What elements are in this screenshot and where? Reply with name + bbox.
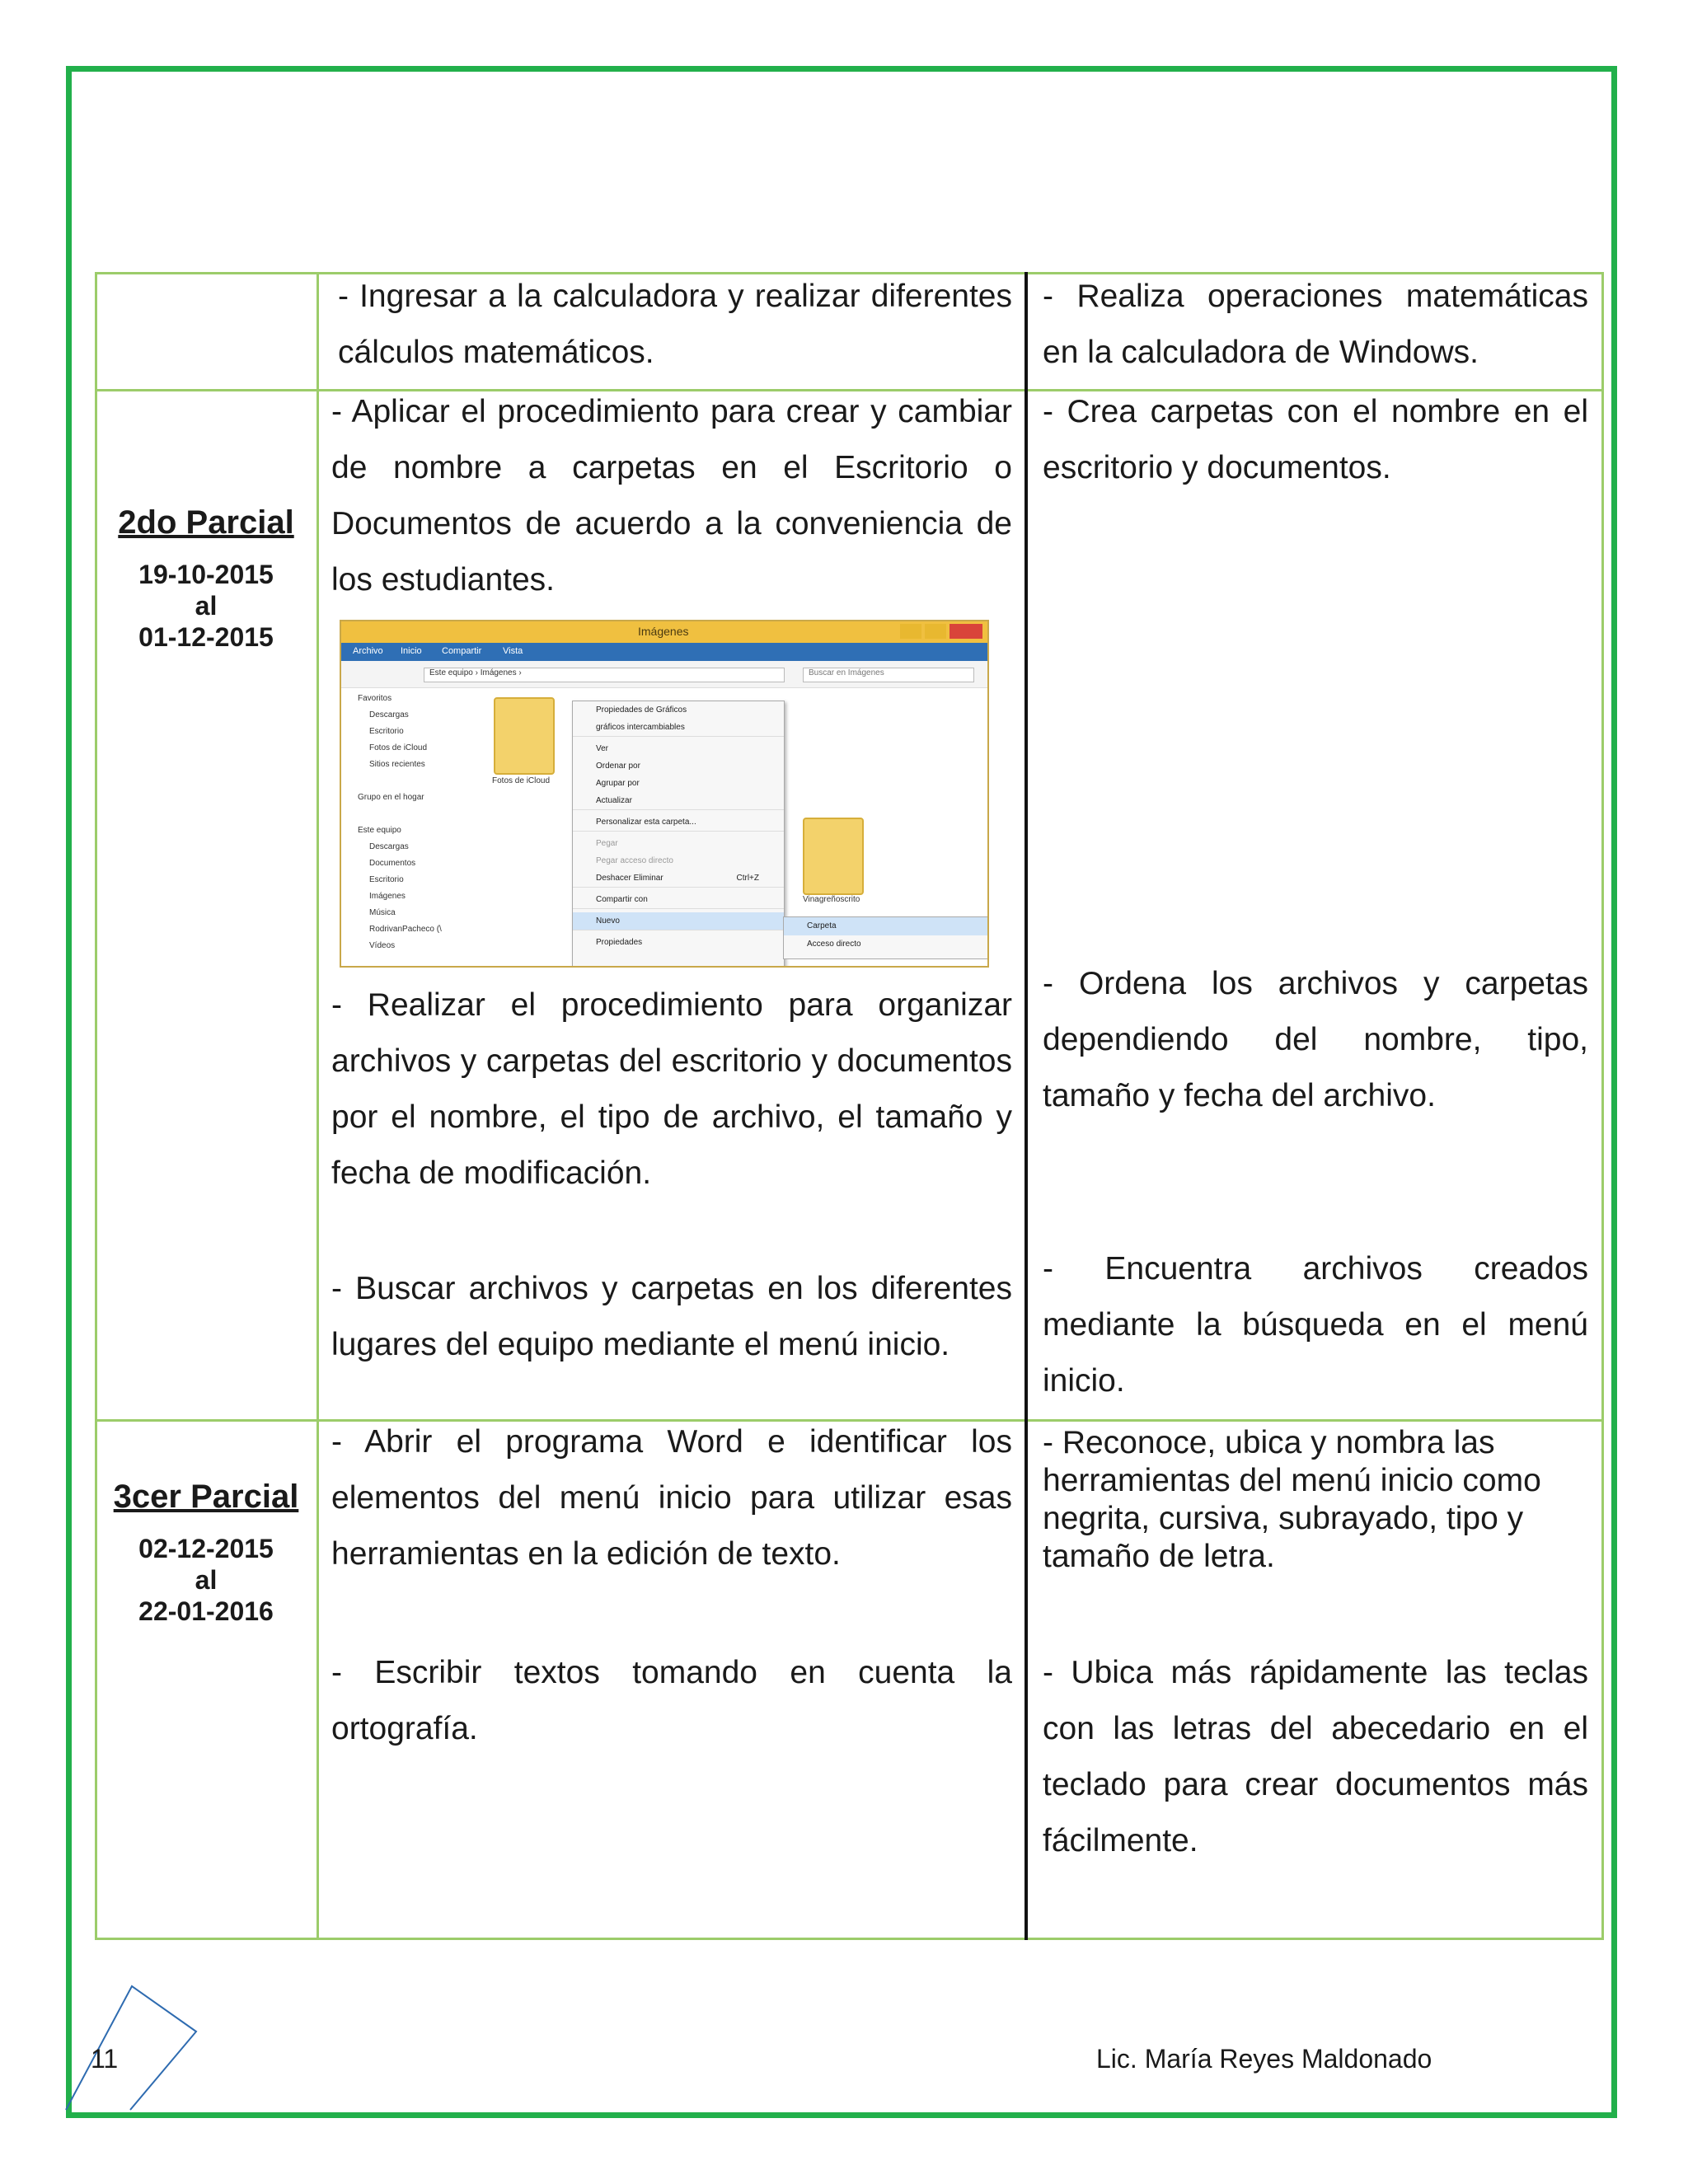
ribbon-tab: Inicio: [401, 646, 422, 656]
explorer-screenshot: [340, 620, 989, 968]
submenu-item: Acceso directo: [807, 940, 861, 949]
nav-item: Descargas: [369, 710, 409, 719]
parcial-2-al: al: [195, 591, 218, 621]
context-submenu: [783, 916, 989, 959]
parcial-2-start: 19-10-2015: [138, 560, 274, 589]
row2-logro-2: - Ordena los archivos y carpetas dependiendo del nombre, tipo, tamaño y fecha del archivo.: [1043, 966, 1588, 1113]
nav-item: Escritorio: [369, 875, 404, 884]
table-border-bottom: [95, 1938, 1603, 1940]
row2-actividad-3: - Buscar archivos y carpetas en los diferentes lugares del equipo mediante el menú inicio.: [331, 1271, 1012, 1362]
context-menu-item: [573, 869, 784, 887]
context-menu-item: Actualizar: [596, 796, 632, 805]
row2-logro-1: - Crea carpetas con el nombre en el escritorio y documentos.: [1043, 394, 1588, 485]
screenshot-ribbon: [341, 643, 987, 661]
folder-label: Vinagreñoscrito: [803, 895, 860, 904]
close-icon: [950, 624, 982, 639]
window-buttons: [900, 624, 982, 639]
footer-diamond-decoration: [58, 1978, 206, 2126]
parcial-3-block: [97, 1475, 315, 1627]
parcial-3-end: 22-01-2016: [138, 1596, 274, 1626]
context-menu-item: Nuevo: [573, 912, 784, 930]
nav-item: Grupo en el hogar: [358, 793, 424, 802]
row1-actividad: - Ingresar a la calculadora y realizar diferentes cálculos matemáticos.: [338, 279, 1012, 370]
parcial-2-block: [97, 501, 315, 653]
context-menu-item: Propiedades: [596, 938, 643, 947]
parcial-3-al: al: [195, 1565, 218, 1595]
context-menu-item-label: Deshacer Eliminar: [596, 874, 663, 883]
nav-item: Fotos de iCloud: [369, 743, 428, 752]
parcial-2-end: 01-12-2015: [138, 622, 274, 652]
submenu-item: Carpeta: [784, 917, 988, 935]
nav-item: Imágenes: [369, 892, 406, 901]
footer-author: Lic. María Reyes Maldonado: [1096, 2044, 1432, 2074]
parcial-2-title: 2do Parcial: [118, 504, 294, 541]
screenshot-search: Buscar en Imágenes: [803, 668, 974, 682]
nav-item: Sitios recientes: [369, 760, 425, 769]
row3-actividad-2: - Escribir textos tomando en cuenta la ortografía.: [331, 1655, 1012, 1746]
table-border-right: [1601, 272, 1604, 1940]
nav-item: Escritorio: [369, 727, 404, 736]
row3-actividad-1: - Abrir el programa Word e identificar los elementos del menú inicio para utilizar esas herramientas en la edición de texto.: [331, 1424, 1012, 1572]
ribbon-tab: Compartir: [442, 646, 482, 656]
nav-item: Descargas: [369, 842, 409, 851]
minimize-icon: [900, 624, 921, 639]
nav-item: Favoritos: [358, 694, 392, 703]
row2-actividad-1: - Aplicar el procedimiento para crear y cambiar de nombre a carpetas en el Escritorio o Documentos de acuerdo a la conveniencia de los estudiantes.: [331, 394, 1012, 598]
nav-item: Música: [369, 908, 396, 917]
row1-logro: - Realiza operaciones matemáticas en la calculadora de Windows.: [1043, 279, 1588, 370]
page-number: 11: [91, 2044, 119, 2074]
row3-logro-2: - Ubica más rápidamente las teclas con las letras del abecedario en el teclado para crear documentos más fácilmente.: [1043, 1655, 1588, 1858]
context-menu: [572, 701, 785, 968]
row2-logro-3: - Encuentra archivos creados mediante la búsqueda en el menú inicio.: [1043, 1251, 1588, 1399]
parcial-3-title: 3cer Parcial: [113, 1479, 299, 1515]
context-menu-item: gráficos intercambiables: [596, 723, 685, 732]
nav-item: [358, 806, 490, 823]
nav-item: RodrivanPacheco (\: [369, 925, 442, 934]
context-menu-item: Compartir con: [596, 895, 648, 904]
maximize-icon: [925, 624, 946, 639]
folder-icon: [803, 818, 864, 895]
nav-item: Documentos: [369, 859, 416, 868]
row2-actividad-2: - Realizar el procedimiento para organizar archivos y carpetas del escritorio y documentos por el nombre, el tipo de archivo, el tamaño y fecha de modificación.: [331, 987, 1012, 1191]
context-menu-item: Agrupar por: [596, 779, 640, 788]
context-menu-item: Pegar acceso directo: [596, 856, 673, 865]
menu-shortcut: Ctrl+Z: [736, 874, 759, 883]
parcial-3-start: 02-12-2015: [138, 1534, 274, 1563]
nav-item: Vídeos: [369, 941, 396, 950]
ribbon-tab: Vista: [503, 646, 523, 656]
nav-item: [358, 773, 490, 790]
screenshot-path: Este equipo › Imágenes ›: [424, 668, 785, 682]
screenshot-titlebar: [341, 621, 987, 643]
table-border-col2: [1025, 272, 1028, 1940]
folder-label: Fotos de iCloud: [492, 776, 551, 785]
nav-item: Este equipo: [358, 826, 401, 835]
screenshot-title: Imágenes: [638, 625, 689, 638]
context-menu-item: Personalizar esta carpeta...: [596, 818, 696, 827]
row3-logro-1: - Reconoce, ubica y nombra las herramientas del menú inicio como negrita, cursiva, subrayado, tipo y tamaño de letra.: [1043, 1425, 1541, 1574]
folder-icon: [494, 697, 555, 775]
screenshot-nav: [358, 691, 490, 954]
context-menu-item: Ver: [596, 744, 609, 753]
context-menu-item: Propiedades de Gráficos: [596, 705, 687, 715]
context-menu-item: Pegar: [596, 839, 618, 848]
screenshot-address-bar: [341, 661, 987, 688]
context-menu-item: Ordenar por: [596, 762, 640, 771]
table-border-col1: [316, 272, 319, 1940]
ribbon-tab: Archivo: [353, 646, 383, 656]
